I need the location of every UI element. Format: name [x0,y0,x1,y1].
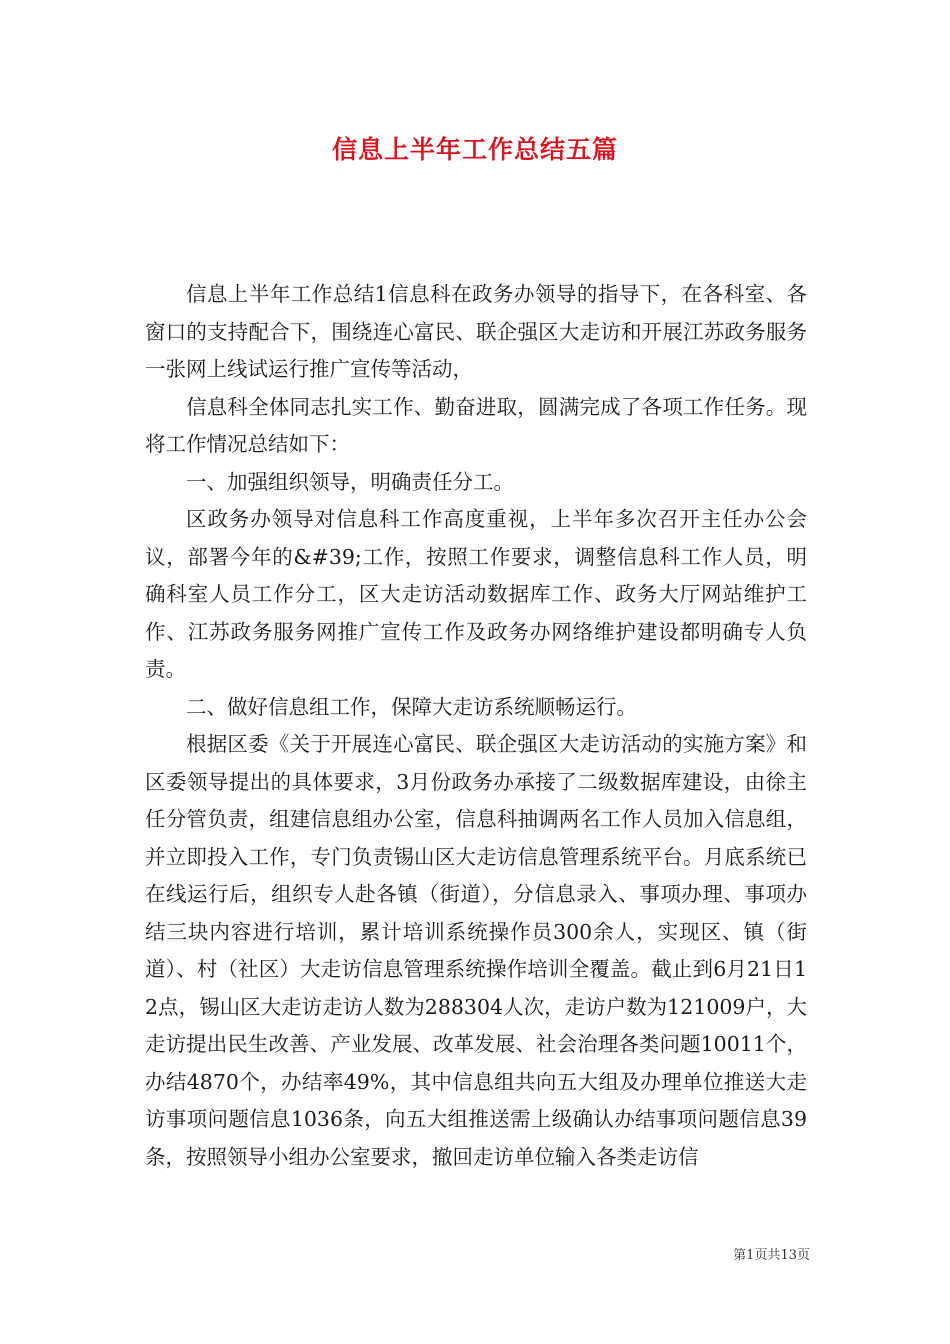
section-heading-1: 一、加强组织领导，明确责任分工。 [186,469,514,494]
page-number-footer: 第1页共13页 [733,1248,810,1263]
paragraph-section-1: 区政务办领导对信息科工作高度重视，上半年多次召开主任办公会议，部署今年的&#39;工作，按照工作要求，调整信息科工作人员，明确科室人员工作分工，区大走访活动数据库工作、政务大厅网站维护工作、江苏政务服务网推广宣传工作及政务办网络维护建设都明确专人负责。 [145,507,807,681]
document-title: 信息上半年工作总结五篇 [331,135,618,164]
section-heading-2: 二、做好信息组工作，保障大走访系统顺畅运行。 [186,694,637,719]
document-body [145,276,807,1176]
paragraph-section-2: 根据区委《关于开展连心富民、联企强区大走访活动的实施方案》和区委领导提出的具体要求，3月份政务办承接了二级数据库建设，由徐主任分管负责，组建信息组办公室，信息科抽调两名工作人员加入信息组，并立即投入工作，专门负责锡山区大走访信息管理系统平台。月底系统已在线运行后，组织专人赴各镇（街道），分信息录入、事项办理、事项办结三块内容进行培训，累计培训系统操作员300余人，实现区、镇（街道）、村（社区）大走访信息管理系统操作培训全覆盖。截止到6月21日12点，锡山区大走访走访人数为288304人次，走访户数为121009户，大走访提出民生改善、产业发展、改革发展、社会治理各类问题10011个，办结4870个，办结率49%，其中信息组共向五大组及办理单位推送大走访事项问题信息1036条，向五大组推送需上级确认办结事项问题信息39条，按照领导小组办公室要求，撤回走访单位输入各类走访信 [145,732,807,1169]
paragraph-intro: 信息上半年工作总结1信息科在政务办领导的指导下，在各科室、各窗口的支持配合下，围绕连心富民、联企强区大走访和开展江苏政务服务一张网上线试运行推广宣传等活动， [145,282,807,381]
paragraph-summary: 信息科全体同志扎实工作、勤奋进取，圆满完成了各项工作任务。现将工作情况总结如下： [145,394,807,456]
